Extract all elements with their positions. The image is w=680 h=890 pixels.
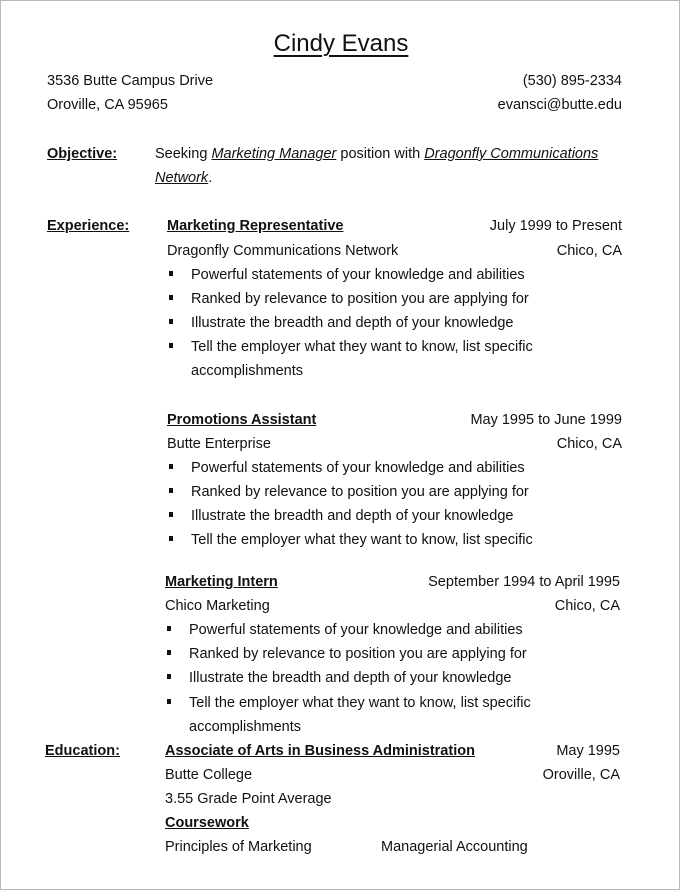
bullet-icon <box>167 699 171 704</box>
job-title: Marketing Representative <box>167 218 344 234</box>
bullet-icon <box>169 536 173 541</box>
list-item: Illustrate the breadth and depth of your knowledge <box>191 508 514 524</box>
list-item: Ranked by relevance to position you are applying for <box>191 484 529 500</box>
list-item: Powerful statements of your knowledge and abilities <box>191 460 525 476</box>
job-company: Butte Enterprise <box>167 436 271 452</box>
job-title: Promotions Assistant <box>167 412 317 428</box>
job-location: Chico, CA <box>556 436 622 452</box>
bullet-icon <box>167 626 171 631</box>
list-item: Tell the employer what they want to know, list specific <box>189 695 531 711</box>
degree-title: Associate of Arts in Business Administration <box>165 743 475 759</box>
objective-position: Marketing Manager <box>211 146 337 162</box>
objective-company-cont: Network <box>155 170 209 186</box>
school-name: Butte College <box>165 767 253 783</box>
objective-company: Dragonfly Communications <box>424 146 599 162</box>
resume-name <box>1 29 680 59</box>
list-item: Ranked by relevance to position you are applying for <box>189 646 527 662</box>
job-location: Chico, CA <box>554 598 620 614</box>
coursework-label: Coursework <box>165 815 249 831</box>
bullet-icon <box>167 650 171 655</box>
objective-label: Objective: <box>47 146 118 162</box>
job-dates: May 1995 to June 1999 <box>470 412 622 428</box>
list-item: Illustrate the breadth and depth of your knowledge <box>189 670 512 686</box>
objective-text-line-2 <box>155 169 212 187</box>
objective-prefix: Seeking <box>155 146 212 162</box>
school-location: Oroville, CA <box>542 767 620 783</box>
job-location: Chico, CA <box>556 243 622 259</box>
job-company: Dragonfly Communications Network <box>167 243 399 259</box>
list-item-continuation: accomplishments <box>189 719 302 735</box>
experience-label: Experience: <box>47 218 130 234</box>
list-item-continuation: accomplishments <box>191 363 304 379</box>
job-dates: September 1994 to April 1995 <box>428 574 620 590</box>
list-item: Tell the employer what they want to know, list specific <box>191 532 533 548</box>
objective-suffix: . <box>208 170 213 186</box>
list-item: Ranked by relevance to position you are applying for <box>191 291 529 307</box>
job-dates: July 1999 to Present <box>489 218 622 234</box>
list-item: Illustrate the breadth and depth of your knowledge <box>191 315 514 331</box>
bullet-icon <box>169 343 173 348</box>
objective-middle: position with <box>336 146 425 162</box>
email[interactable]: evansci@butte.edu <box>497 97 622 113</box>
bullet-icon <box>169 271 173 276</box>
bullet-icon <box>169 488 173 493</box>
address-line-1: 3536 Butte Campus Drive <box>47 73 214 89</box>
list-item: Powerful statements of your knowledge and abilities <box>191 267 525 283</box>
name-text: Cindy Evans <box>273 30 409 57</box>
address-line-2: Oroville, CA 95965 <box>47 97 168 113</box>
course-item: Principles of Marketing <box>165 839 312 855</box>
job-title: Marketing Intern <box>165 574 278 590</box>
course-item: Managerial Accounting <box>381 839 528 855</box>
bullet-icon <box>169 319 173 324</box>
bullet-icon <box>169 295 173 300</box>
bullet-icon <box>167 674 171 679</box>
bullet-icon <box>169 464 173 469</box>
bullet-icon <box>169 512 173 517</box>
objective-text-line-1 <box>155 145 598 163</box>
phone: (530) 895-2334 <box>522 73 622 89</box>
education-label: Education: <box>45 743 120 759</box>
gpa: 3.55 Grade Point Average <box>165 791 332 807</box>
list-item: Tell the employer what they want to know, list specific <box>191 339 533 355</box>
degree-date: May 1995 <box>556 743 620 759</box>
job-company: Chico Marketing <box>165 598 270 614</box>
list-item: Powerful statements of your knowledge and abilities <box>189 622 523 638</box>
